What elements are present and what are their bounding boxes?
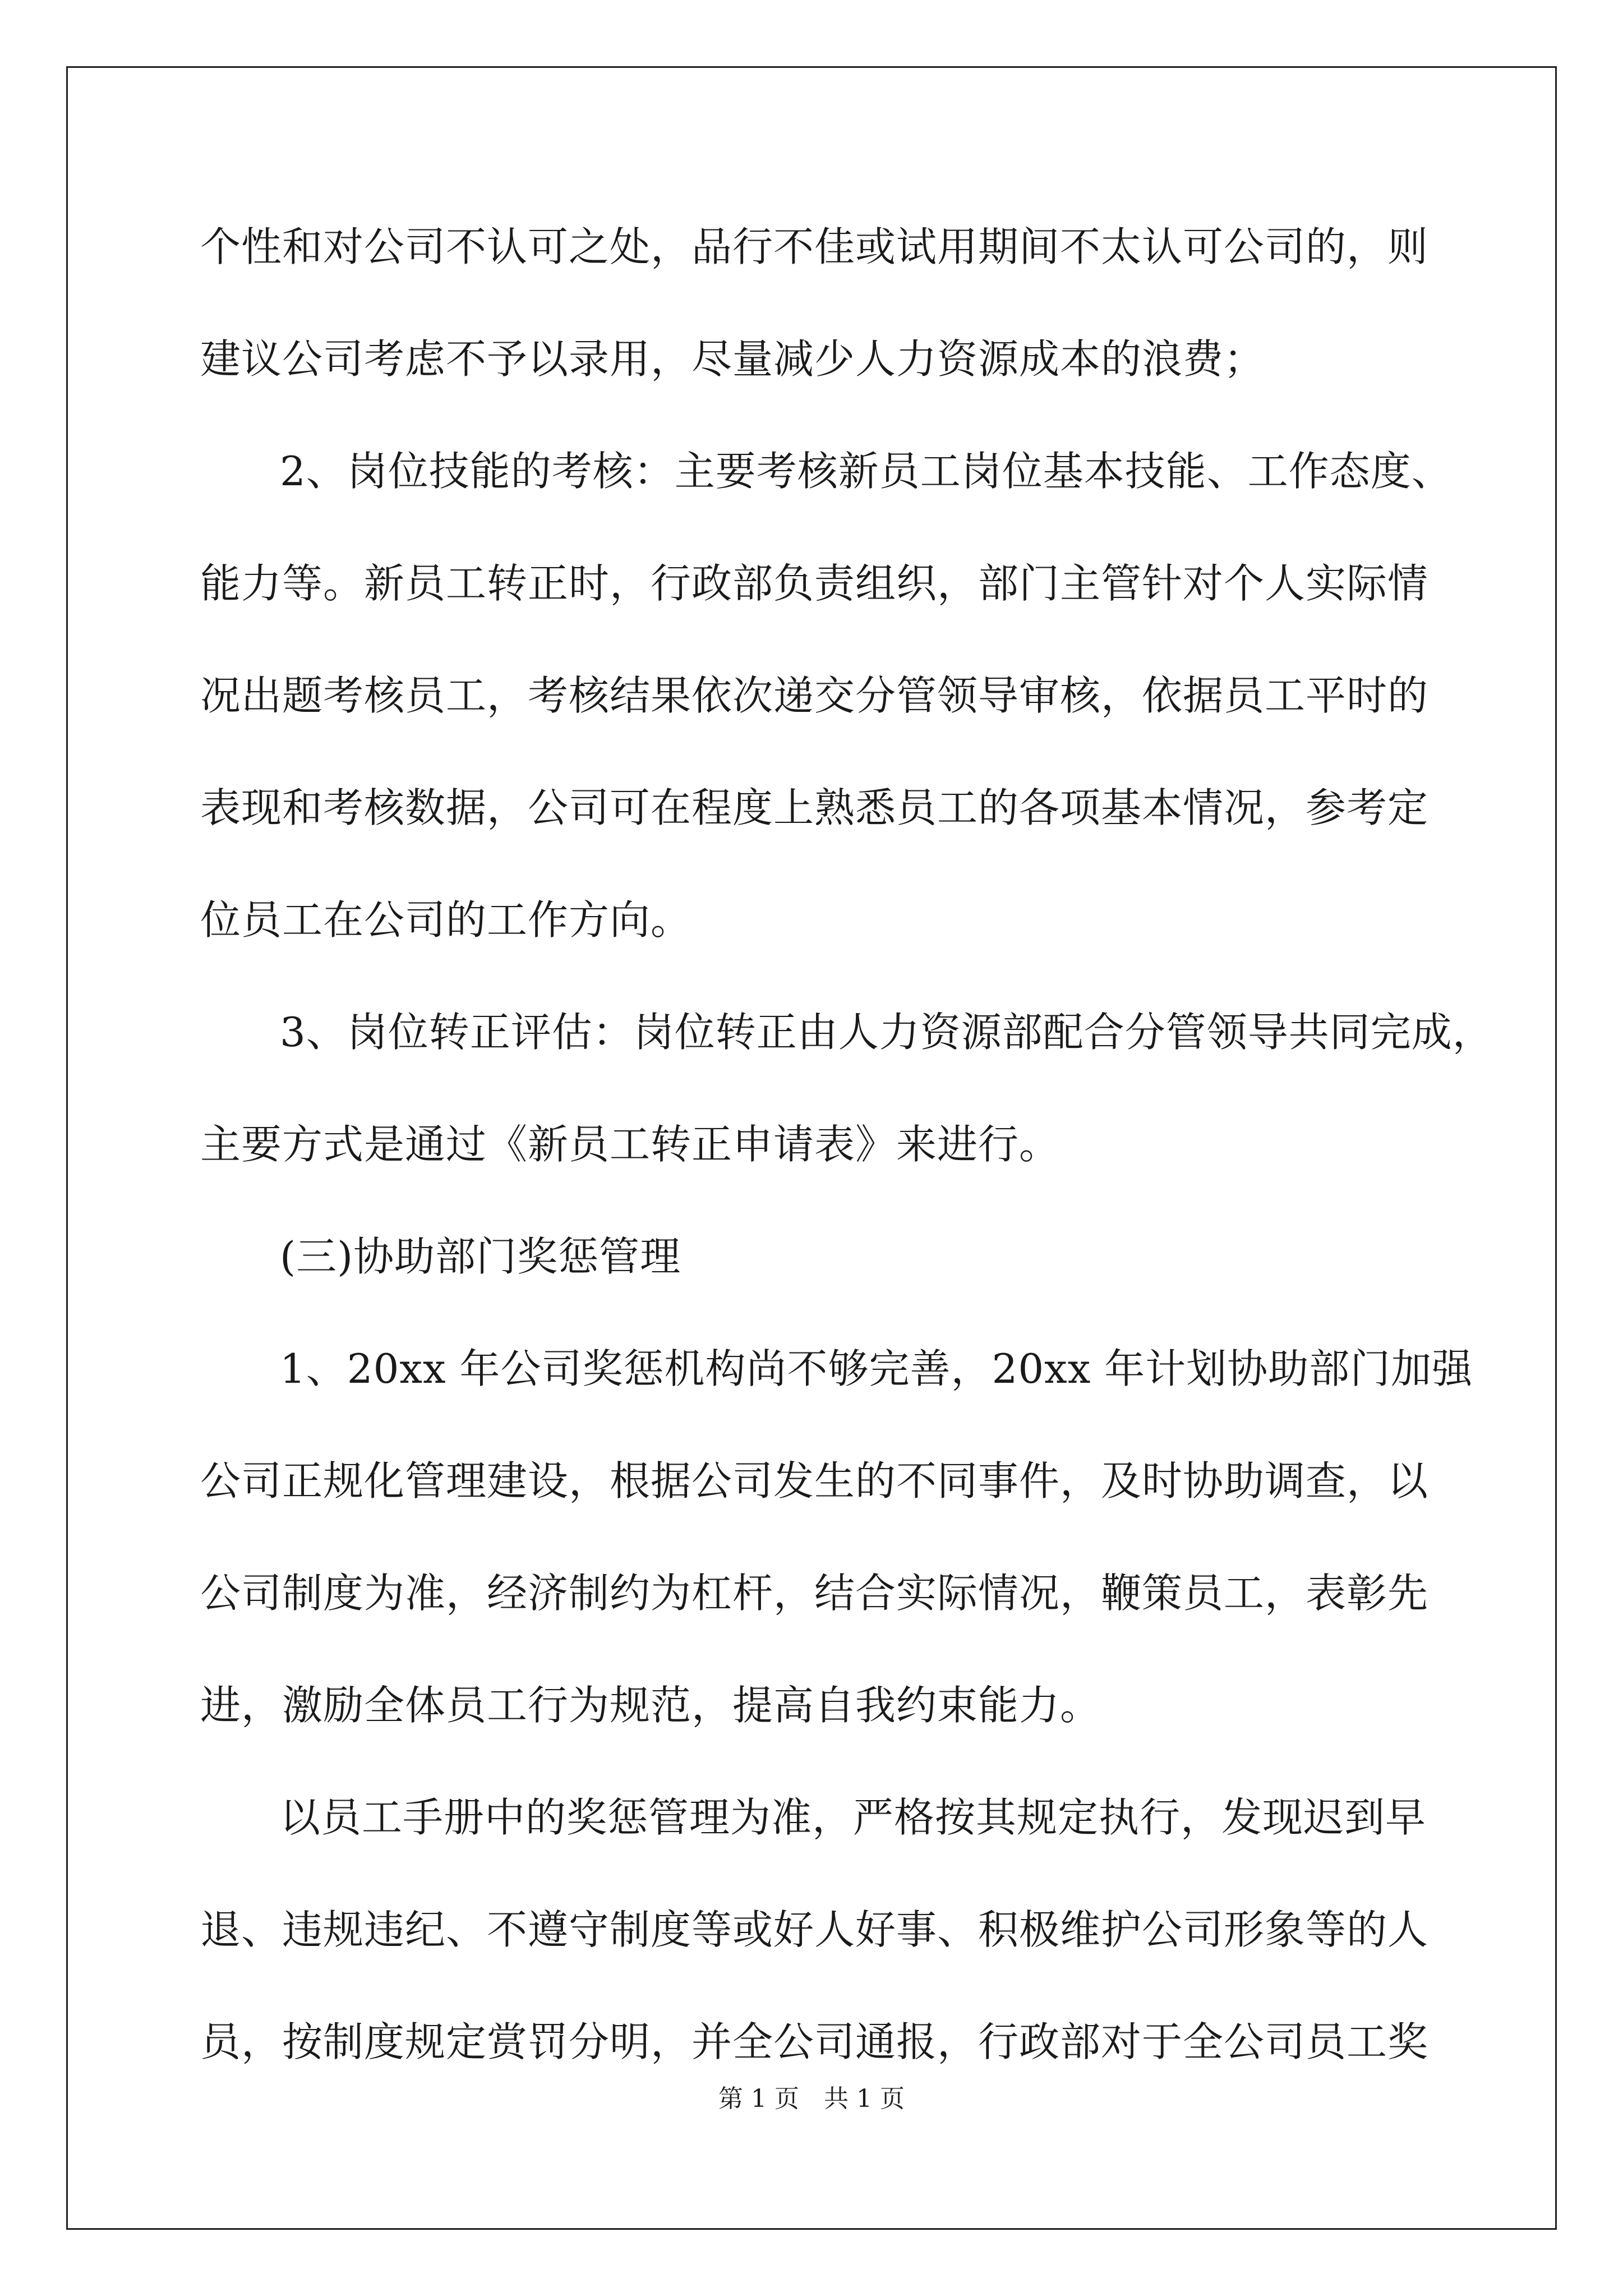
text-line: 3、岗位转正评估：岗位转正由人力资源部配合分管领导共同完成， (280, 1009, 1493, 1056)
text-line: 员，按制度规定赏罚分明，并全公司通报，行政部对于全公司员工奖 (200, 2018, 1429, 2065)
section-heading: (三)协助部门奖惩管理 (280, 1233, 681, 1280)
text-line: 公司正规化管理建设，根据公司发生的不同事件，及时协助调查，以 (200, 1457, 1429, 1504)
text-line: 主要方式是通过《新员工转正申请表》来进行。 (200, 1121, 1061, 1168)
text-line: 建议公司考虑不予以录用，尽量减少人力资源成本的浪费； (200, 335, 1265, 383)
text-line: 以员工手册中的奖惩管理为准，严格按其规定执行，发现迟到早 (280, 1794, 1427, 1841)
text-line: 2、岗位技能的考核：主要考核新员工岗位基本技能、工作态度、 (280, 448, 1453, 495)
text-line: 进，激励全体员工行为规范，提高自我约束能力。 (200, 1682, 1101, 1729)
text-line: 能力等。新员工转正时，行政部负责组织，部门主管针对个人实际情 (200, 560, 1429, 607)
text-line: 个性和对公司不认可之处，品行不佳或试用期间不太认可公司的，则 (200, 223, 1429, 270)
text-line: 退、违规违纪、不遵守制度等或好人好事、积极维护公司形象等的人 (200, 1906, 1429, 1953)
text-line: 况出题考核员工，考核结果依次递交分管领导审核，依据员工平时的 (200, 672, 1429, 719)
text-line: 位员工在公司的工作方向。 (200, 896, 692, 944)
text-line: 表现和考核数据，公司可在程度上熟悉员工的各项基本情况，参考定 (200, 784, 1429, 831)
text-line: 1、20xx 年公司奖惩机构尚不够完善，20xx 年计划协助部门加强 (280, 1345, 1473, 1392)
text-line: 公司制度为准，经济制约为杠杆，结合实际情况，鞭策员工，表彰先 (200, 1570, 1429, 1617)
page-number-footer: 第 1 页 共 1 页 (718, 2085, 905, 2113)
